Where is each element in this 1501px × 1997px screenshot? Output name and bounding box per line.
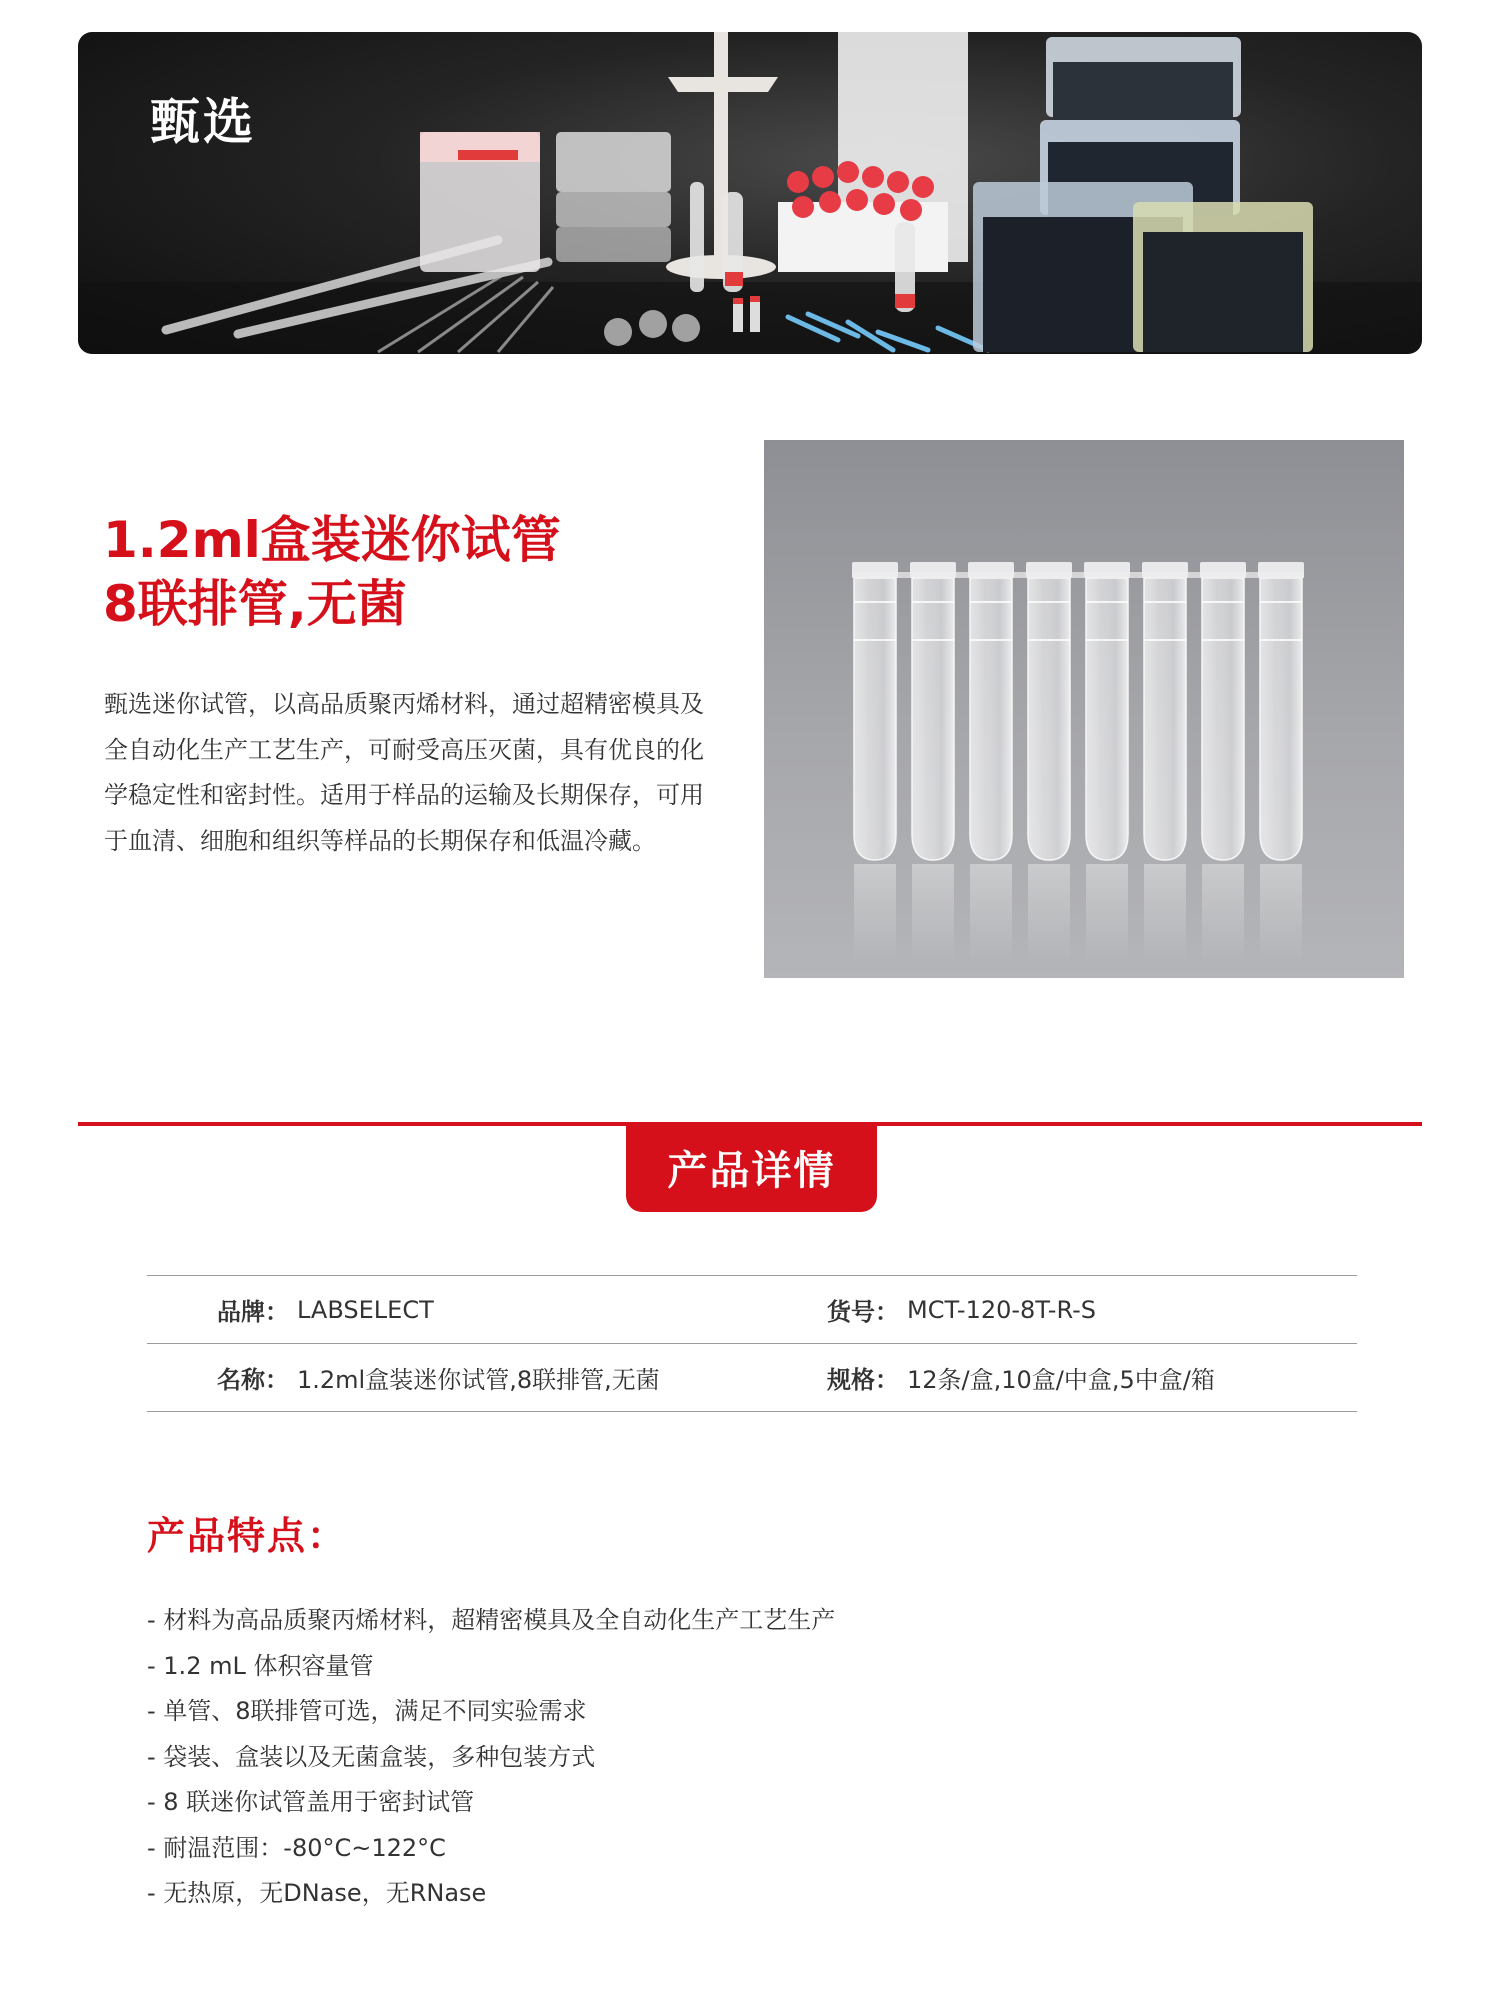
spec-value: 12条/盒,10盒/中盒,5中盒/箱 (907, 1366, 1215, 1394)
tube (1200, 562, 1246, 962)
features-list (147, 1598, 835, 1917)
tube (852, 562, 898, 962)
brand-logo: 甄选 (150, 93, 256, 151)
spec-cell-spec (827, 1344, 1215, 1411)
product-title (103, 508, 561, 636)
list-item: - 1.2 mL 体积容量管 (147, 1651, 374, 1680)
spec-cell-sku (827, 1276, 1096, 1343)
tube (1026, 562, 1072, 962)
tube (1142, 562, 1188, 962)
spec-key: 货号： (827, 1298, 899, 1326)
tube (910, 562, 956, 962)
product-photo (764, 440, 1404, 978)
spec-cell-brand (217, 1276, 434, 1343)
tube (1258, 562, 1304, 962)
spec-key: 规格： (827, 1366, 899, 1394)
section-title-product-details: 产品详情 (626, 1122, 877, 1212)
features-title: 产品特点： (147, 1514, 348, 1558)
list-item: - 无热原，无DNase，无RNase (147, 1879, 487, 1907)
list-item: - 袋装、盒装以及无菌盒装，多种包装方式 (147, 1742, 596, 1771)
product-title-line1: 1.2ml盒装迷你试管 (103, 511, 561, 569)
lab-products-illustration (78, 32, 1422, 354)
spec-value: MCT-120-8T-R-S (907, 1295, 1097, 1324)
spec-value: LABSELECT (297, 1295, 434, 1324)
product-description: 甄选迷你试管，以高品质聚丙烯材料，通过超精密模具及全自动化生产工艺生产，可耐受高压灭菌，具有优良的化学稳定性和密封性。适用于样品的运输及长期保存，可用于血清、细胞和组织等样品的长期保存和低温冷藏。 (104, 690, 704, 855)
spec-value: 1.2ml盒装迷你试管,8联排管,无菌 (297, 1366, 660, 1394)
spec-key: 名称： (217, 1366, 289, 1394)
list-item: - 材料为高品质聚丙烯材料，超精密模具及全自动化生产工艺生产 (147, 1606, 836, 1634)
spec-table (147, 1275, 1357, 1412)
product-title-line2: 8联排管,无菌 (103, 575, 407, 633)
table-row (147, 1344, 1357, 1412)
list-item: - 单管、8联排管可选，满足不同实验需求 (147, 1697, 587, 1725)
spec-cell-name (217, 1344, 660, 1411)
list-item: - 8 联迷你试管盖用于密封试管 (147, 1788, 475, 1816)
spec-key: 品牌： (217, 1298, 289, 1326)
hero-banner (78, 32, 1422, 354)
tube-strip-illustration (764, 440, 1404, 978)
tube (1084, 562, 1130, 962)
table-row (147, 1276, 1357, 1344)
tube (968, 562, 1014, 962)
list-item: - 耐温范围：-80°C~122°C (147, 1833, 446, 1862)
